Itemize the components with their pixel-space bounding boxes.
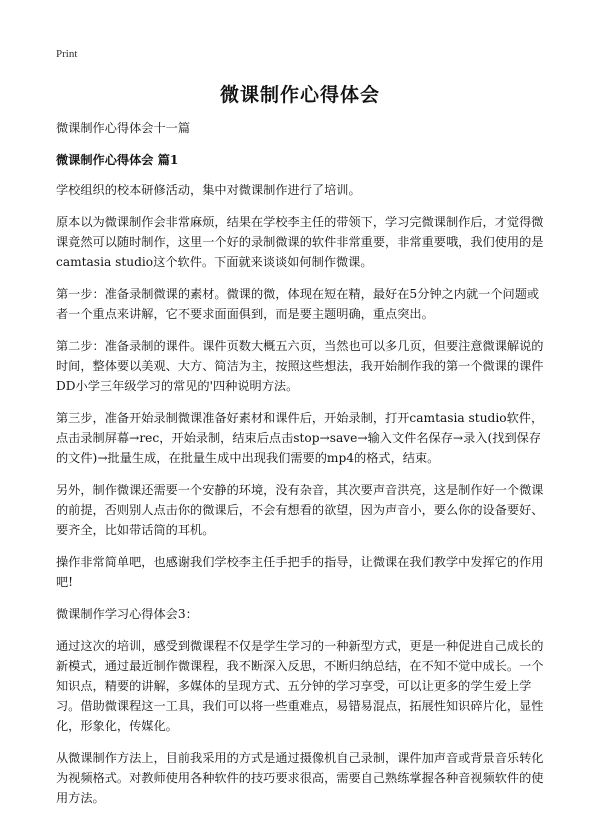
paragraph-2: 原本以为微课制作会非常麻烦，结果在学校李主任的带领下，学习完微课制作后，才觉得微课竟然可以随时制作，这里一个好的录制微课的软件非常重要，非常重要哦，我们使用的是camtasia studio这个软件。下面就来谈谈如何制作微课。 [56,215,544,269]
section-heading: 微课制作心得体会 篇1 [56,153,179,167]
print-label: Print [56,48,78,60]
paragraph-6: 另外，制作微课还需要一个安静的环境，没有杂音，其次要声音洪亮，这是制作好一个微课的前提，否则别人点击你的微课后，不会有想看的欲望，因为声音小，要么你的设备要好、要齐全，比如带话筒的耳机。 [56,483,544,537]
paragraph-7: 操作非常简单吧，也感谢我们学校李主任手把手的指导，让微课在我们教学中发挥它的作用吧! [56,555,544,589]
paragraph-10: 从微课制作方法上，目前我采用的方式是通过摄像机自己录制，课件加声音或背景音乐转化为视频格式。对教师使用各种软件的技巧要求很高，需要自己熟练掌握各种音视频软件的使用方法。 [56,751,544,805]
paragraph-3: 第一步：准备录制微课的素材。微课的微，体现在短在精，最好在5分钟之内就一个问题或者一个重点来讲解，它不要求面面俱到，而是要主题明确，重点突出。 [56,287,540,321]
document-subtitle: 微课制作心得体会十一篇 [56,121,191,135]
paragraph-8: 微课制作学习心得体会3： [56,607,198,621]
paragraph-1: 学校组织的校本研修活动，集中对微课制作进行了培训。 [56,183,361,197]
document-body [56,118,544,820]
paragraph-9: 通过这次的培训，感受到微课程不仅是学生学习的一种新型方式，更是一种促进自己成长的新模式，通过最近制作微课程，我不断深入反思，不断归纳总结，在不知不觉中成长。一个知识点，精要的讲解，多媒体的呈现方式、五分钟的学习享受，可以让更多的学生爱上学习。借助微课程这一工具，我们可以将一些重难点，易错易混点，拓展性知识碎片化，显性化，形象化，传媒化。 [56,639,544,733]
paragraph-5: 第三步，准备开始录制微课准备好素材和课件后，开始录制，打开camtasia studio软件，点击录制屏幕→rec，开始录制，结束后点击stop→save→输入文件名保存→录入(找到保存的文件)→批量生成，在批量生成中出现我们需要的mp4的格式，结束。 [56,411,544,465]
paragraph-4: 第二步：准备录制的课件。课件页数大概五六页，当然也可以多几页，但要注意微课解说的时间，整体要以美观、大方、简洁为主，按照这些想法，我开始制作我的第一个微课的课件DD小学三年级学习的常见的'四种说明方法。 [56,339,544,393]
page-title: 微课制作心得体会 [219,84,380,106]
